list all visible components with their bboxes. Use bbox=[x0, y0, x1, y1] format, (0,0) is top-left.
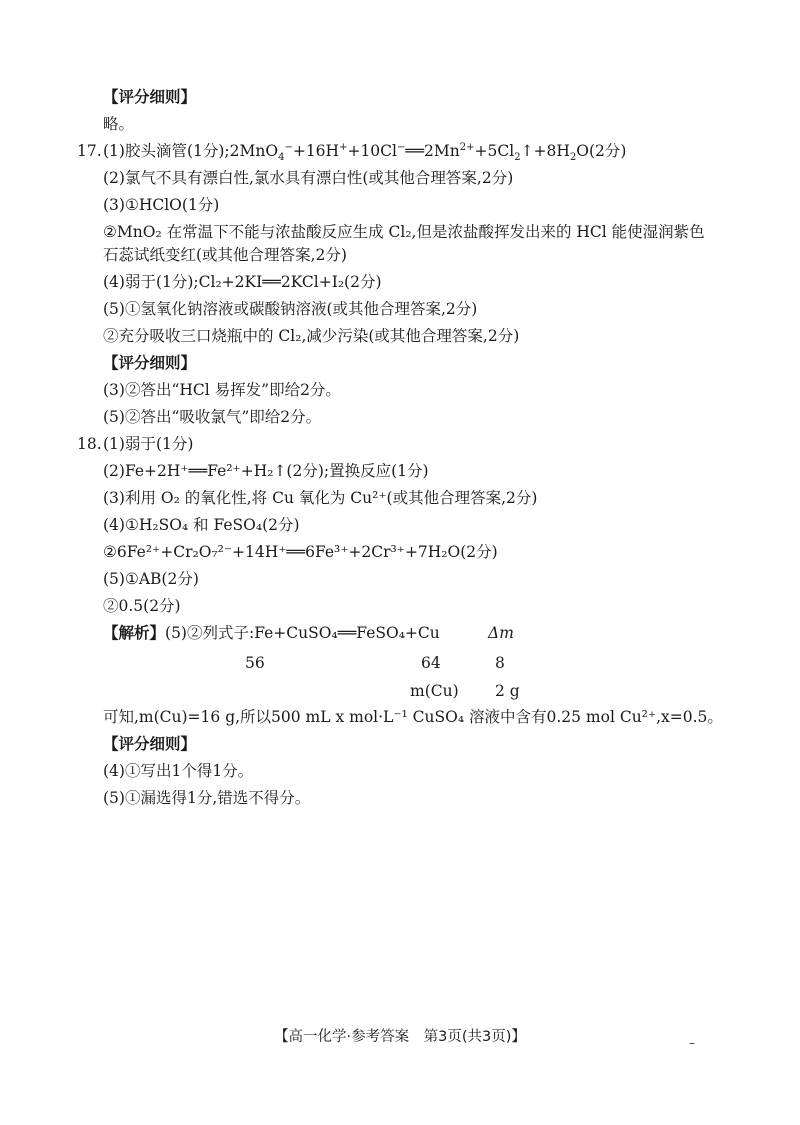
analysis-conclusion: 可知,m(Cu)=16 g,所以500 mL x mol·L⁻¹ CuSO₄ 溶液中含有0.25 mol Cu²⁺,x=0.5。 bbox=[103, 708, 723, 726]
q17-part3b: ②MnO₂ 在常温下不能与浓盐酸反应生成 Cl₂,但是浓盐酸挥发出来的 HCl 能使湿润紫色 bbox=[103, 223, 705, 241]
page-footer: 【高一化学·参考答案 第3页(共3页)】 bbox=[274, 1029, 526, 1045]
scoring-text-3b: (5)①漏选得1分,错选不得分。 bbox=[103, 789, 311, 807]
q17-1d: ══2Mn bbox=[405, 142, 460, 160]
q17-1g: O(2分) bbox=[576, 142, 627, 160]
analysis-label: 【解析】 bbox=[103, 624, 166, 642]
q17-1c: +10Cl bbox=[347, 142, 397, 160]
two-grams: 2 g bbox=[495, 682, 520, 700]
scoring-text-2b: (5)②答出“吸收氯气”即给2分。 bbox=[103, 408, 322, 426]
mass-cu: 64 bbox=[421, 654, 441, 672]
q18-part1: (1)弱于(1分) bbox=[103, 435, 194, 453]
delta-m-label: Δm bbox=[488, 624, 514, 642]
scoring-text-2a: (3)②答出“HCl 易挥发”即给2分。 bbox=[103, 381, 341, 399]
mass-fe: 56 bbox=[245, 654, 265, 672]
q17-part1: (1)胶头滴管(1分)$;2MnO_4^-+16H^++10Cl^-══2Mn^{2+}+5Cl_2↑+8H_2O(2$分) bbox=[103, 141, 627, 164]
q18-part5a: (5)①AB(2分) bbox=[103, 570, 199, 588]
scoring-heading-3: 【评分细则】 bbox=[103, 735, 197, 753]
q18-part4a: (4)①H₂SO₄ 和 FeSO₄(2分) bbox=[103, 516, 300, 534]
question-17-number: 17. bbox=[77, 142, 102, 160]
q17-part3a: (3)①HClO(1分) bbox=[103, 196, 220, 214]
q17-part4: (4)弱于(1分);Cl₂+2KI══2KCl+I₂(2分) bbox=[103, 273, 382, 291]
q17-1f: ↑+8H bbox=[520, 142, 570, 160]
analysis-line bbox=[103, 622, 440, 644]
scoring-heading-2: 【评分细则】 bbox=[103, 354, 197, 372]
q18-part3: (3)利用 O₂ 的氧化性,将 Cu 氧化为 Cu²⁺(或其他合理答案,2分) bbox=[103, 489, 538, 507]
q18-part2: (2)Fe+2H⁺══Fe²⁺+H₂↑(2分);置换反应(1分) bbox=[103, 462, 429, 480]
m-cu-label: m(Cu) bbox=[410, 682, 459, 700]
analysis-equation: (5)②列式子:Fe+CuSO₄══FeSO₄+Cu bbox=[165, 624, 440, 642]
q17-1a: (1)胶头滴管(1分);2MnO bbox=[103, 142, 279, 160]
scoring-text-3a: (4)①写出1个得1分。 bbox=[103, 762, 254, 780]
q17-part5a: (5)①氢氧化钠溶液或碳酸钠溶液(或其他合理答案,2分) bbox=[103, 300, 478, 318]
q17-1b: +16H bbox=[292, 142, 340, 160]
q17-part5b: ②充分吸收三口烧瓶中的 Cl₂,减少污染(或其他合理答案,2分) bbox=[103, 327, 520, 345]
q17-part2: (2)氯气不具有漂白性,氯水具有漂白性(或其他合理答案,2分) bbox=[103, 169, 514, 187]
scoring-heading-1: 【评分细则】 bbox=[103, 88, 197, 106]
q17-part3c: 石蕊试纸变红(或其他合理答案,2分) bbox=[103, 246, 347, 264]
scoring-text-1: 略。 bbox=[103, 115, 135, 133]
q18-part5b: ②0.5(2分) bbox=[103, 597, 181, 615]
mass-delta: 8 bbox=[495, 654, 505, 672]
question-18-number: 18. bbox=[77, 435, 102, 453]
corner-mark: – bbox=[689, 1036, 695, 1050]
q17-1e: +5Cl bbox=[474, 142, 515, 160]
q18-part4b: ②6Fe²⁺+Cr₂O₇²⁻+14H⁺══6Fe³⁺+2Cr³⁺+7H₂O(2分) bbox=[103, 543, 498, 561]
